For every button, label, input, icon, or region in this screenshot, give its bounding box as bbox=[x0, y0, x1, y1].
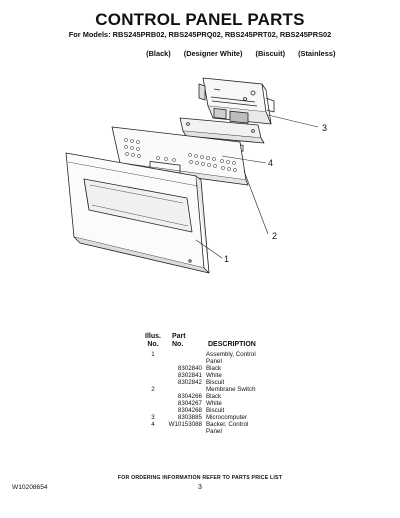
color-stainless: (Stainless) bbox=[298, 49, 336, 58]
microcomputer-drawing bbox=[199, 78, 274, 124]
table-row bbox=[140, 421, 296, 428]
part-no-cell: 8302842 bbox=[177, 379, 202, 386]
illus-no-header: Illus. No. bbox=[145, 333, 161, 348]
table-row bbox=[140, 358, 296, 365]
part-no-cell bbox=[166, 358, 204, 365]
page-title: CONTROL PANEL PARTS bbox=[95, 10, 305, 29]
part-no-cell: 8304268 bbox=[177, 407, 202, 414]
description-cell: White bbox=[206, 400, 222, 407]
table-row bbox=[140, 372, 296, 379]
part-no-cell bbox=[166, 386, 204, 393]
table-row bbox=[140, 365, 296, 372]
part-no-header: Part No. bbox=[172, 333, 186, 348]
table-row bbox=[140, 379, 296, 386]
description-header: DESCRIPTION bbox=[208, 341, 256, 348]
part-no-cell bbox=[166, 351, 204, 358]
illus-no-cell: 4 bbox=[151, 421, 155, 428]
description-cell: Panel bbox=[206, 358, 222, 365]
document-number: W10208654 bbox=[12, 484, 48, 491]
table-row bbox=[140, 386, 296, 393]
part-no-cell bbox=[166, 428, 204, 435]
table-row bbox=[140, 400, 296, 407]
description-cell: Microcomputer bbox=[206, 414, 247, 421]
parts-table-header-row bbox=[140, 333, 296, 349]
description-cell: White bbox=[206, 372, 222, 379]
model-list: For Models: RBS245PRB02, RBS245PRQ02, RBS245PRT02, RBS245PRS02 bbox=[68, 30, 332, 39]
table-row bbox=[140, 393, 296, 400]
table-row bbox=[140, 351, 296, 358]
illus-no-cell bbox=[140, 379, 166, 386]
exploded-parts-diagram bbox=[0, 55, 400, 275]
color-black: (Black) bbox=[146, 49, 171, 58]
description-cell: Biscuit bbox=[206, 379, 225, 386]
part-no-cell: 8302840 bbox=[177, 365, 202, 372]
callout-2: 2 bbox=[272, 231, 278, 241]
color-biscuit: (Biscuit) bbox=[255, 49, 286, 58]
part-no-cell: 8302841 bbox=[177, 372, 202, 379]
description-cell: Backer, Control bbox=[206, 421, 249, 428]
illus-no-cell bbox=[140, 428, 166, 435]
illus-no-cell bbox=[140, 400, 166, 407]
parts-table bbox=[140, 333, 296, 435]
illus-no-cell bbox=[140, 365, 166, 372]
part-no-cell: 8304267 bbox=[177, 400, 202, 407]
description-cell: Membrane Switch bbox=[206, 386, 256, 393]
description-cell: Assembly, Control bbox=[206, 351, 256, 358]
part-no-cell: W10153088 bbox=[168, 421, 202, 428]
callout-4: 4 bbox=[268, 158, 274, 168]
illus-no-cell bbox=[140, 372, 166, 379]
ordering-note: FOR ORDERING INFORMATION REFER TO PARTS PRICE LIST bbox=[117, 475, 283, 481]
parts-list bbox=[140, 333, 296, 435]
table-row bbox=[140, 407, 296, 414]
part-no-cell: 8304266 bbox=[177, 393, 202, 400]
description-cell: Black bbox=[206, 393, 222, 400]
illus-no-cell: 1 bbox=[151, 351, 155, 358]
illus-no-cell: 3 bbox=[151, 414, 155, 421]
table-row bbox=[140, 414, 296, 421]
description-cell: Panel bbox=[206, 428, 222, 435]
illus-no-cell bbox=[140, 358, 166, 365]
page-number: 3 bbox=[198, 484, 202, 491]
illus-no-cell: 2 bbox=[151, 386, 155, 393]
illus-no-cell bbox=[140, 393, 166, 400]
table-row bbox=[140, 428, 296, 435]
description-cell: Black bbox=[206, 365, 222, 372]
color-designer-white: (Designer White) bbox=[183, 49, 243, 58]
part-no-cell: 8303885 bbox=[177, 414, 202, 421]
parts-table-body bbox=[140, 351, 296, 435]
illus-no-cell bbox=[140, 407, 166, 414]
callout-3: 3 bbox=[322, 123, 328, 133]
callout-1: 1 bbox=[224, 254, 230, 264]
description-cell: Biscuit bbox=[206, 407, 225, 414]
